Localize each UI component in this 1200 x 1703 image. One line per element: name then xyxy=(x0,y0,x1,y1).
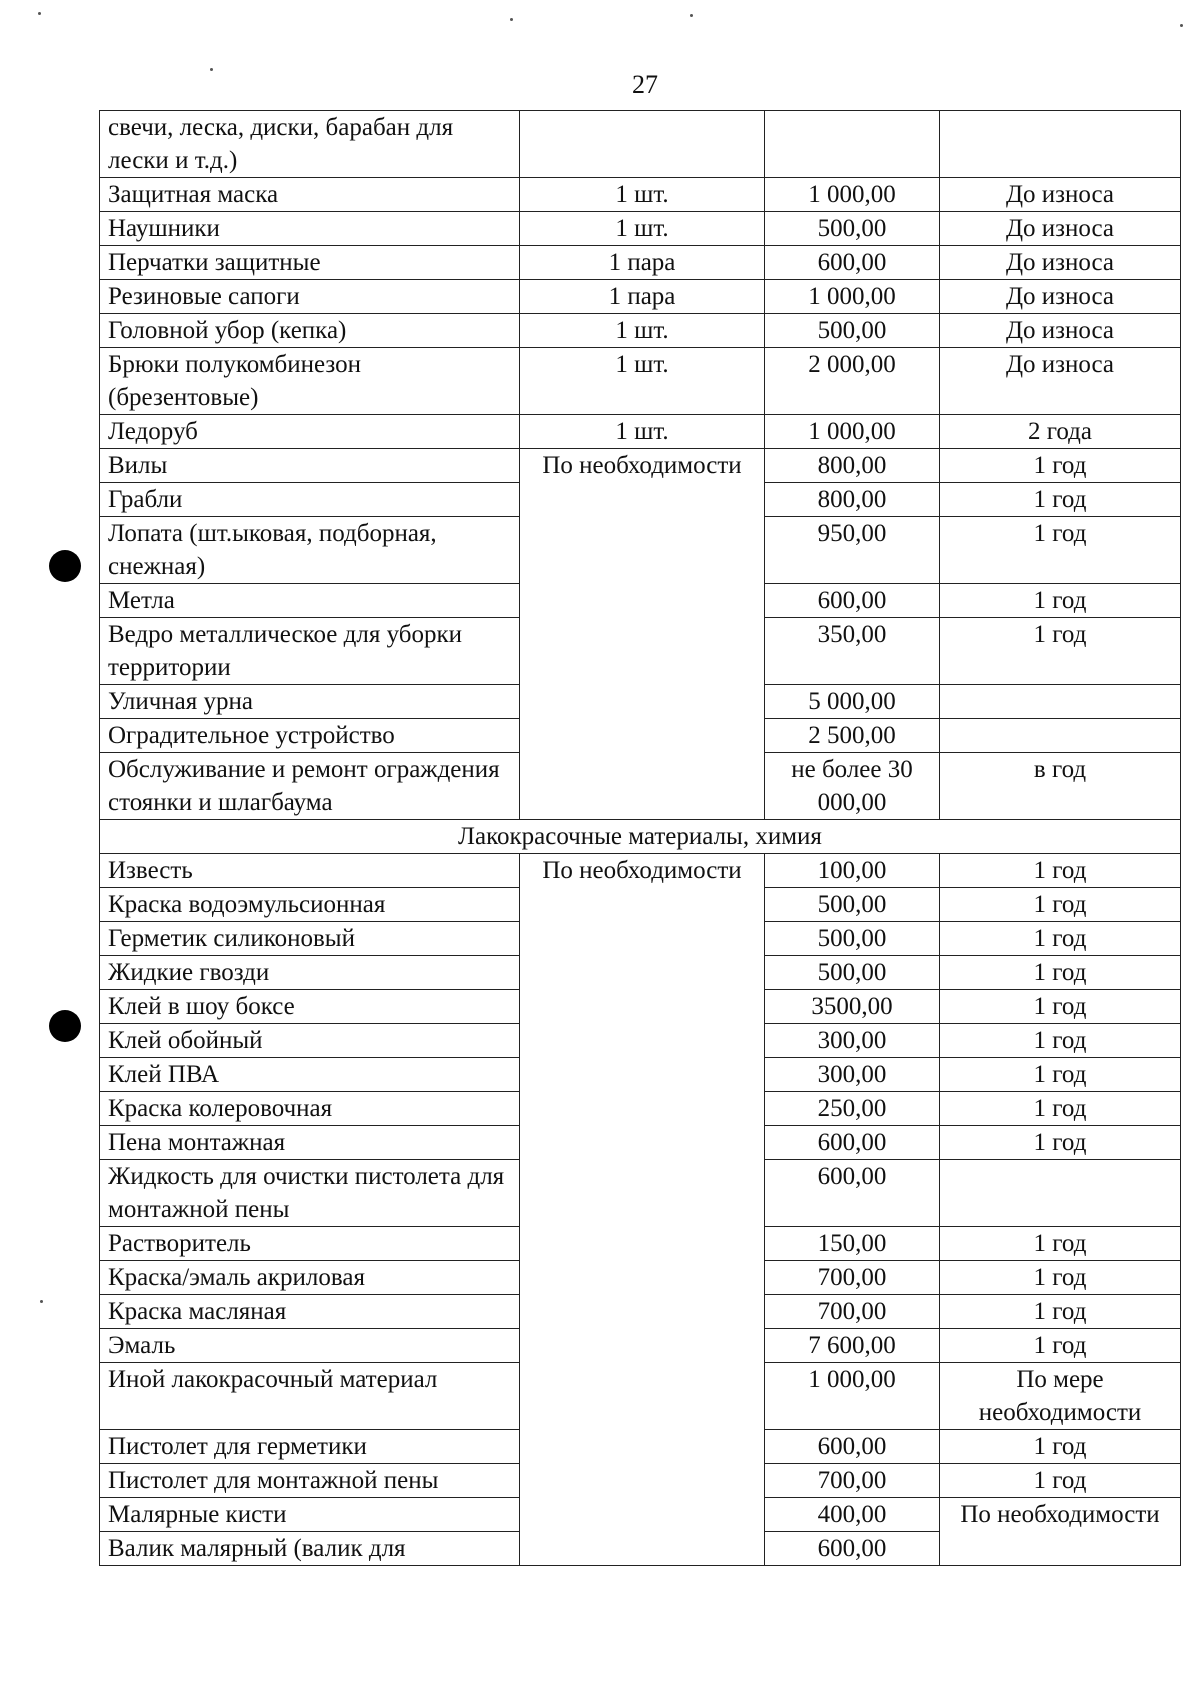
term-cell xyxy=(940,111,1181,178)
price-cell: 2 500,00 xyxy=(765,719,940,753)
section-title: Лакокрасочные материалы, химия xyxy=(100,820,1181,854)
item-name-cell: Клей ПВА xyxy=(100,1058,520,1092)
item-name-cell: Ведро металлическое для уборки территории xyxy=(100,618,520,685)
term-cell: 1 год xyxy=(940,1430,1181,1464)
item-name-cell: Краска водоэмульсионная xyxy=(100,888,520,922)
table-row xyxy=(100,348,1181,415)
term-cell: 1 год xyxy=(940,483,1181,517)
price-cell: 1 000,00 xyxy=(765,415,940,449)
item-name-cell: свечи, леска, диски, барабан для лески и т.д.) xyxy=(100,111,520,178)
term-cell: 1 год xyxy=(940,1227,1181,1261)
term-cell: По мере необходимости xyxy=(940,1363,1181,1430)
price-cell: 500,00 xyxy=(765,888,940,922)
term-cell: 1 год xyxy=(940,1329,1181,1363)
table-row xyxy=(100,314,1181,348)
term-cell: До износа xyxy=(940,246,1181,280)
quantity-cell: По необходимости xyxy=(520,449,765,820)
price-cell: 600,00 xyxy=(765,1160,940,1227)
item-name-cell: Валик малярный (валик для xyxy=(100,1532,520,1566)
item-name-cell: Жидкость для очистки пистолета для монтажной пены xyxy=(100,1160,520,1227)
item-name-cell: Метла xyxy=(100,584,520,618)
item-name-cell: Грабли xyxy=(100,483,520,517)
item-name-cell: Малярные кисти xyxy=(100,1498,520,1532)
term-cell: 1 год xyxy=(940,1092,1181,1126)
term-cell: До износа xyxy=(940,314,1181,348)
punch-hole-mark xyxy=(49,550,81,582)
price-cell: 600,00 xyxy=(765,1430,940,1464)
price-cell: 800,00 xyxy=(765,449,940,483)
item-name-cell: Краска масляная xyxy=(100,1295,520,1329)
price-cell: 400,00 xyxy=(765,1498,940,1532)
quantity-cell: 1 шт. xyxy=(520,178,765,212)
term-cell: До износа xyxy=(940,348,1181,415)
price-cell: 700,00 xyxy=(765,1295,940,1329)
table-row xyxy=(100,449,1181,483)
term-cell: 1 год xyxy=(940,1261,1181,1295)
price-table xyxy=(99,110,1181,1566)
term-cell: 2 года xyxy=(940,415,1181,449)
item-name-cell: Иной лакокрасочный материал xyxy=(100,1363,520,1430)
price-cell: 2 000,00 xyxy=(765,348,940,415)
price-cell: 600,00 xyxy=(765,584,940,618)
scan-speck xyxy=(40,1300,43,1303)
item-name-cell: Известь xyxy=(100,854,520,888)
price-cell: 1 000,00 xyxy=(765,280,940,314)
item-name-cell: Резиновые сапоги xyxy=(100,280,520,314)
term-cell: До износа xyxy=(940,212,1181,246)
item-name-cell: Краска/эмаль акриловая xyxy=(100,1261,520,1295)
item-name-cell: Наушники xyxy=(100,212,520,246)
price-cell: 500,00 xyxy=(765,922,940,956)
price-cell: не более 30 000,00 xyxy=(765,753,940,820)
term-cell: 1 год xyxy=(940,449,1181,483)
scan-speck xyxy=(1180,24,1183,27)
table-row xyxy=(100,178,1181,212)
item-name-cell: Пистолет для монтажной пены xyxy=(100,1464,520,1498)
item-name-cell: Клей в шоу боксе xyxy=(100,990,520,1024)
price-cell: 7 600,00 xyxy=(765,1329,940,1363)
price-cell: 5 000,00 xyxy=(765,685,940,719)
table-row xyxy=(100,212,1181,246)
scan-speck xyxy=(690,14,693,17)
punch-hole-mark xyxy=(49,1010,81,1042)
price-cell: 500,00 xyxy=(765,956,940,990)
table-row xyxy=(100,854,1181,888)
price-cell: 800,00 xyxy=(765,483,940,517)
term-cell: 1 год xyxy=(940,1058,1181,1092)
price-cell: 500,00 xyxy=(765,314,940,348)
quantity-cell: 1 шт. xyxy=(520,415,765,449)
item-name-cell: Растворитель xyxy=(100,1227,520,1261)
price-cell: 100,00 xyxy=(765,854,940,888)
term-cell: 1 год xyxy=(940,888,1181,922)
item-name-cell: Защитная маска xyxy=(100,178,520,212)
price-cell xyxy=(765,111,940,178)
term-cell: 1 год xyxy=(940,854,1181,888)
price-cell: 700,00 xyxy=(765,1261,940,1295)
quantity-cell: 1 шт. xyxy=(520,212,765,246)
price-cell: 700,00 xyxy=(765,1464,940,1498)
term-cell: До износа xyxy=(940,178,1181,212)
price-cell: 300,00 xyxy=(765,1024,940,1058)
quantity-cell: 1 шт. xyxy=(520,314,765,348)
item-name-cell: Обслуживание и ремонт ограждения стоянки и шлагбаума xyxy=(100,753,520,820)
item-name-cell: Лопата (шт.ыковая, подборная, снежная) xyxy=(100,517,520,584)
price-cell: 600,00 xyxy=(765,1532,940,1566)
price-cell: 1 000,00 xyxy=(765,1363,940,1430)
price-table-body xyxy=(100,111,1181,1566)
table-row xyxy=(100,415,1181,449)
scan-speck xyxy=(38,12,41,15)
term-cell: 1 год xyxy=(940,956,1181,990)
page-number: 27 xyxy=(632,70,658,99)
table-row xyxy=(100,820,1181,854)
price-cell: 600,00 xyxy=(765,1126,940,1160)
price-cell: 1 000,00 xyxy=(765,178,940,212)
price-cell: 950,00 xyxy=(765,517,940,584)
term-cell xyxy=(940,1160,1181,1227)
item-name-cell: Перчатки защитные xyxy=(100,246,520,280)
term-cell: 1 год xyxy=(940,990,1181,1024)
table-row xyxy=(100,111,1181,178)
item-name-cell: Эмаль xyxy=(100,1329,520,1363)
item-name-cell: Пистолет для герметики xyxy=(100,1430,520,1464)
item-name-cell: Оградительное устройство xyxy=(100,719,520,753)
price-cell: 600,00 xyxy=(765,246,940,280)
price-cell: 500,00 xyxy=(765,212,940,246)
term-cell: 1 год xyxy=(940,1024,1181,1058)
price-cell: 250,00 xyxy=(765,1092,940,1126)
term-cell: в год xyxy=(940,753,1181,820)
item-name-cell: Вилы xyxy=(100,449,520,483)
price-cell: 3500,00 xyxy=(765,990,940,1024)
term-cell: 1 год xyxy=(940,922,1181,956)
item-name-cell: Герметик силиконовый xyxy=(100,922,520,956)
price-cell: 150,00 xyxy=(765,1227,940,1261)
term-cell: 1 год xyxy=(940,1295,1181,1329)
item-name-cell: Пена монтажная xyxy=(100,1126,520,1160)
term-cell: 1 год xyxy=(940,618,1181,685)
scan-speck xyxy=(510,18,513,21)
term-cell: 1 год xyxy=(940,1464,1181,1498)
item-name-cell: Уличная урна xyxy=(100,685,520,719)
item-name-cell: Ледоруб xyxy=(100,415,520,449)
term-cell: 1 год xyxy=(940,584,1181,618)
item-name-cell: Головной убор (кепка) xyxy=(100,314,520,348)
term-cell: 1 год xyxy=(940,517,1181,584)
table-row xyxy=(100,280,1181,314)
scan-speck xyxy=(210,68,213,71)
item-name-cell: Жидкие гвозди xyxy=(100,956,520,990)
term-cell xyxy=(940,685,1181,719)
quantity-cell xyxy=(520,111,765,178)
quantity-cell: 1 шт. xyxy=(520,348,765,415)
quantity-cell: По необходимости xyxy=(520,854,765,1566)
table-row xyxy=(100,246,1181,280)
quantity-cell: 1 пара xyxy=(520,280,765,314)
price-cell: 350,00 xyxy=(765,618,940,685)
term-cell: По необходимости xyxy=(940,1498,1181,1566)
item-name-cell: Брюки полукомбинезон (брезентовые) xyxy=(100,348,520,415)
item-name-cell: Краска колеровочная xyxy=(100,1092,520,1126)
quantity-cell: 1 пара xyxy=(520,246,765,280)
price-cell: 300,00 xyxy=(765,1058,940,1092)
item-name-cell: Клей обойный xyxy=(100,1024,520,1058)
term-cell: До износа xyxy=(940,280,1181,314)
term-cell xyxy=(940,719,1181,753)
term-cell: 1 год xyxy=(940,1126,1181,1160)
